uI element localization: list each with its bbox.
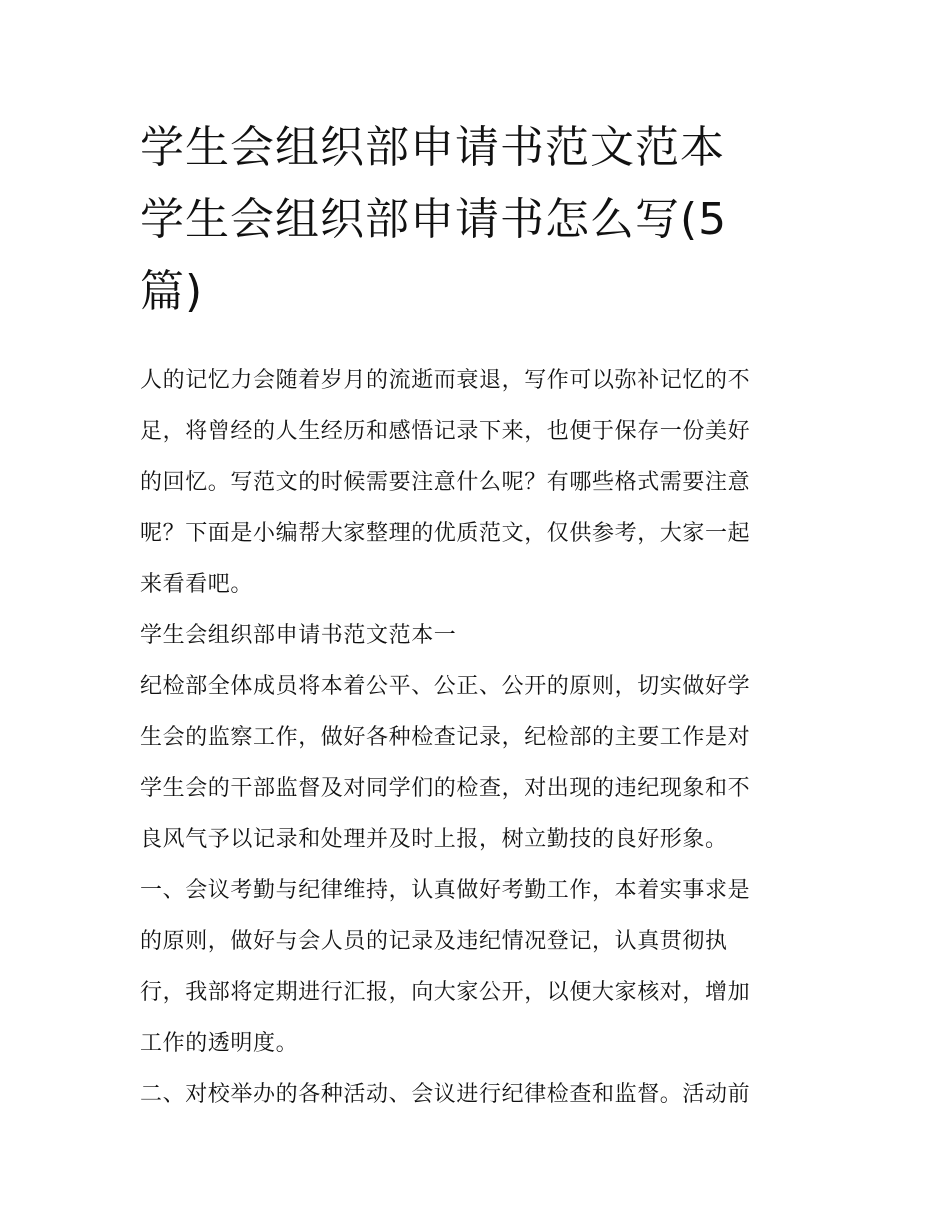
document-body [140, 355, 815, 1120]
document-title [140, 112, 815, 328]
text-line: 的原则，做好与会人员的记录及违纪情况登记，认真贯彻执 [140, 929, 728, 954]
text-line: 纪检部全体成员将本着公平、公正、公开的原则，切实做好学 [140, 674, 751, 699]
text-line: 呢？下面是小编帮大家整理的优质范文，仅供参考，大家一起 [140, 521, 751, 546]
text-line: 良风气予以记录和处理并及时上报，树立勤技的良好形象。 [140, 827, 728, 852]
text-line: 人的记忆力会随着岁月的流逝而衰退，写作可以弥补记忆的不 [140, 368, 751, 393]
title-line: 学生会组织部申请书范文范本 [140, 122, 725, 173]
text-line: 来看看吧。 [140, 572, 254, 597]
body-paragraph [140, 1069, 815, 1120]
text-line: 行，我部将定期进行汇报，向大家公开，以便大家核对，增加 [140, 980, 751, 1005]
body-paragraph [140, 661, 815, 865]
text-line: 二、对校举办的各种活动、会议进行纪律检查和监督。活动前 [140, 1082, 751, 1107]
title-line: 篇) [140, 266, 204, 317]
title-line: 学生会组织部申请书怎么写(5 [140, 194, 728, 245]
text-line: 生会的监察工作，做好各种检查记录，纪检部的主要工作是对 [140, 725, 751, 750]
text-line: 一、会议考勤与纪律维持，认真做好考勤工作，本着实事求是 [140, 878, 751, 903]
body-paragraph [140, 865, 815, 1069]
text-line: 的回忆。写范文的时候需要注意什么呢？有哪些格式需要注意 [140, 470, 751, 495]
text-line: 工作的透明度。 [140, 1031, 299, 1056]
heading-line: 学生会组织部申请书范文范本一 [140, 623, 457, 648]
text-line: 足，将曾经的人生经历和感悟记录下来，也便于保存一份美好 [140, 419, 751, 444]
section-heading [140, 610, 815, 661]
intro-paragraph [140, 355, 815, 610]
text-line: 学生会的干部监督及对同学们的检查，对出现的违纪现象和不 [140, 776, 751, 801]
